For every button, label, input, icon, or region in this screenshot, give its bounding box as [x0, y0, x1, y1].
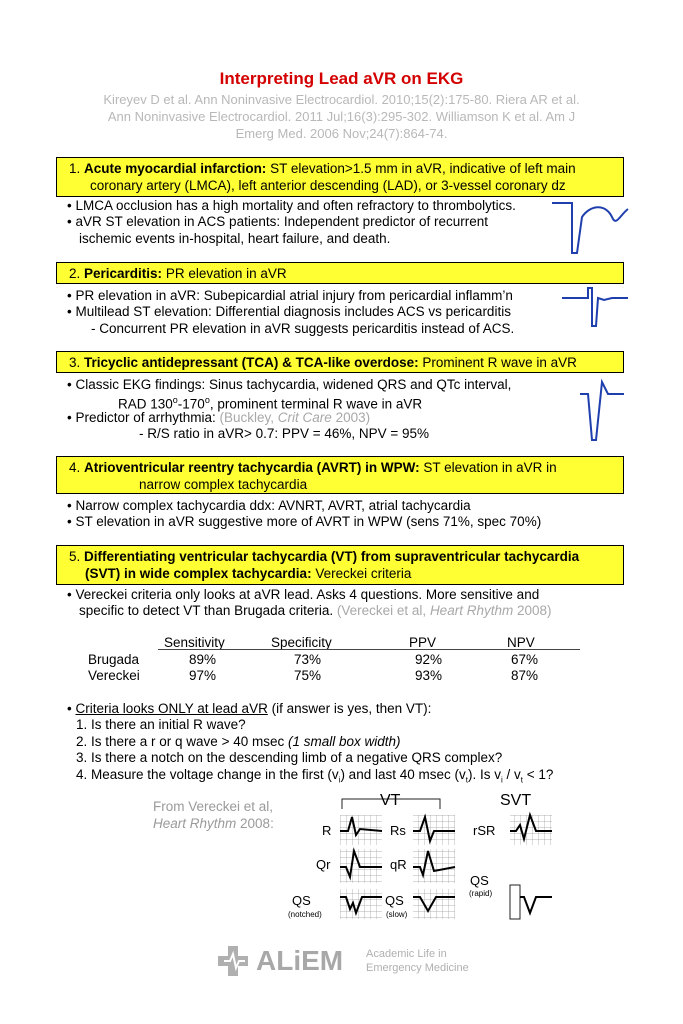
- section-5-bullet-1: • Vereckei criteria only looks at aVR lead. Asks 4 questions. More sensitive and: [67, 587, 540, 602]
- tca-r-wave-waveform-icon: [578, 374, 628, 446]
- ref-line-1: Kireyev D et al. Ann Noninvasive Electrocardiol. 2010;15(2):175-80. Riera AR et al.: [103, 92, 580, 107]
- label-qs-slow: QS: [385, 893, 404, 908]
- label-qs-slow-note: (slow): [386, 910, 408, 919]
- label-qr-small: qR: [390, 857, 407, 872]
- label-rs: Rs: [390, 823, 406, 838]
- section-1-bullet-1: • LMCA occlusion has a high mortality and often refractory to thrombolytics.: [67, 198, 516, 213]
- section-3-bullet-1-cont: RAD 130$^o$-170$^o$, prominent terminal R wave in aVR: [118, 395, 423, 412]
- figure-source: From Vereckei et al, Heart Rhythm 2008:: [153, 799, 274, 831]
- ref-line-3: Emerg Med. 2006 Nov;24(7):864-74.: [235, 126, 448, 141]
- section-2-bullet-1: • PR elevation in aVR: Subepicardial atrial injury from pericardial inflamm’n: [67, 288, 513, 303]
- section-4-header: 4. Atrioventricular reentry tachycardia (AVRT) in WPW: ST elevation in aVR in narrow complex tachycardia: [56, 456, 624, 494]
- section-2-sub-bullet: - Concurrent PR elevation in aVR suggests pericarditis instead of ACS.: [91, 321, 515, 336]
- st-elevation-waveform-icon: [550, 195, 630, 260]
- table-cell: 93%: [415, 668, 443, 683]
- label-rsr: rSR: [473, 823, 496, 838]
- pr-elevation-waveform-icon: [560, 284, 630, 334]
- label-qs-rapid-note: (rapid): [469, 889, 493, 898]
- label-qs-notched: QS: [292, 893, 311, 908]
- page-title: Interpreting Lead aVR on EKG: [219, 69, 464, 88]
- svt-header: SVT: [500, 792, 532, 809]
- criteria-question-3: 3. Is there a notch on the descending limb of a negative QRS complex?: [76, 750, 503, 765]
- section-3-bullet-2: • Predictor of arrhythmia: (Buckley, Crit Care 2003): [67, 410, 371, 425]
- section-1-bullet-2: • aVR ST elevation in ACS patients: Independent predictor of recurrent: [67, 214, 488, 229]
- section-5-bullet-1-cont: specific to detect VT than Brugada criteria. (Vereckei et al, Heart Rhythm 2008): [79, 603, 552, 618]
- table-cell: 73%: [294, 652, 322, 667]
- table-cell: 89%: [189, 652, 217, 667]
- section-1-header: 1. Acute myocardial infarction: ST elevation>1.5 mm in aVR, indicative of left main coronary artery (LMCA), left anterior descending (LAD), or 3-vessel coronary dz: [56, 157, 624, 197]
- table-cell: 67%: [511, 652, 539, 667]
- col-header-ppv: PPV: [409, 635, 437, 650]
- label-qs-notched-note: (notched): [288, 910, 322, 919]
- section-3-sub-bullet: - R/S ratio in aVR> 0.7: PPV = 46%, NPV = 95%: [139, 426, 430, 441]
- table-cell: 87%: [511, 668, 539, 683]
- references: [70, 91, 613, 142]
- aliem-cross-icon: [214, 944, 254, 980]
- section-1-bullet-2-cont: ischemic events in-hospital, heart failure, and death.: [79, 231, 391, 246]
- criteria-question-1: 1. Is there an initial R wave?: [76, 717, 246, 732]
- section-3-bullet-1: • Classic EKG findings: Sinus tachycardia, widened QRS and QTc interval,: [67, 377, 512, 392]
- section-2-header: 2. Pericarditis: PR elevation in aVR: [56, 262, 624, 284]
- ref-line-2: Ann Noninvasive Electrocardiol. 2011 Jul;16(3):295-302. Williamson K et al. Am J: [107, 109, 576, 124]
- label-r: R: [322, 823, 332, 838]
- col-header-specificity: Specificity: [271, 635, 332, 650]
- criteria-question-2: 2. Is there a r or q wave > 40 msec (1 small box width): [76, 734, 401, 749]
- criteria-question-4: 4. Measure the voltage change in the first $(v_i)$ and last 40 msec $(v_t)$. Is $v_i / v_t < 1$?: [76, 767, 554, 785]
- section-3-header: 3. Tricyclic antidepressant (TCA) & TCA-like overdose: Prominent R wave in aVR: [56, 351, 624, 373]
- section-4-bullet-1: • Narrow complex tachycardia ddx: AVNRT, AVRT, atrial tachycardia: [67, 498, 471, 513]
- section-2-bullet-2: • Multilead ST elevation: Differential diagnosis includes ACS vs pericarditis: [67, 304, 511, 319]
- vt-header: VT: [380, 792, 401, 809]
- logo-brand: ALiEM: [256, 945, 344, 976]
- section-5-header: 5. Differentiating ventricular tachycardia (VT) from supraventricular tachycardia (SVT) in wide complex tachycardia: Vereckei criteria: [56, 545, 624, 585]
- section-4-bullet-2: • ST elevation in aVR suggestive more of AVRT in WPW (sens 71%, spec 70%): [67, 514, 542, 529]
- row-label-brugada: Brugada: [88, 652, 140, 667]
- table-cell: 92%: [415, 652, 443, 667]
- label-qs-rapid: QS: [470, 873, 489, 888]
- logo-tagline: Academic Life in Emergency Medicine: [366, 948, 469, 974]
- criteria-intro: • Criteria looks ONLY at lead aVR (if answer is yes, then VT):: [67, 701, 432, 716]
- table-cell: 75%: [294, 668, 322, 683]
- label-qr: Qr: [316, 857, 331, 872]
- table-header-rule: [158, 649, 580, 650]
- row-label-vereckei: Vereckei: [88, 668, 140, 683]
- table-cell: 97%: [189, 668, 217, 683]
- vereckei-criteria-diagram: [280, 785, 560, 925]
- col-header-sensitivity: Sensitivity: [164, 635, 225, 650]
- col-header-npv: NPV: [507, 635, 535, 650]
